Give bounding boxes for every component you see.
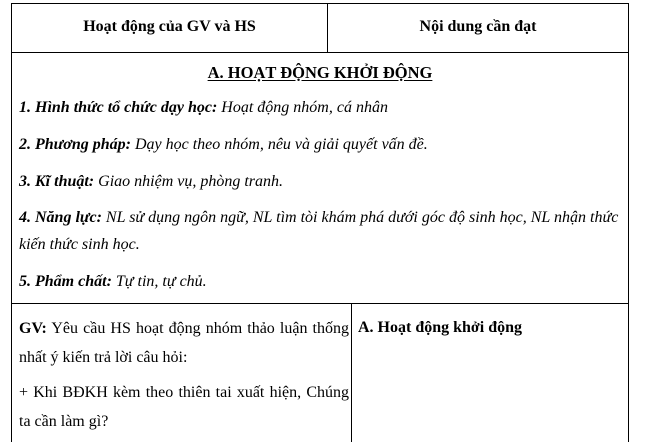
expected-content-title: A. Hoạt động khởi động <box>358 319 523 336</box>
table-border-right <box>628 3 629 442</box>
item-text: Dạy học theo nhóm, nêu và giải quyết vấn đề. <box>130 136 428 153</box>
item-technique <box>19 168 625 195</box>
gv-label: GV: <box>19 320 47 337</box>
item-text: NL sử dụng ngôn ngữ, NL tìm tòi khám phá dưới góc độ sinh học, NL nhận thức kiến thức sinh học. <box>19 209 619 253</box>
gv-instruction <box>19 314 349 372</box>
gv-instruction-text: Yêu cầu HS hoạt động nhóm thảo luận thống nhất ý kiến trả lời câu hỏi: <box>19 320 349 366</box>
item-label: 4. Năng lực: <box>19 209 102 226</box>
item-method <box>19 131 625 158</box>
item-text: Hoạt động nhóm, cá nhân <box>217 99 388 116</box>
item-text: Giao nhiệm vụ, phòng tranh. <box>94 173 284 190</box>
item-competency <box>19 204 619 258</box>
item-label: 2. Phương pháp: <box>19 136 131 153</box>
section-divider <box>11 303 629 304</box>
body-column-divider <box>351 303 352 442</box>
header-divider <box>11 52 629 53</box>
item-label: 3. Kĩ thuật: <box>19 173 95 190</box>
item-text: Tự tin, tự chủ. <box>111 273 207 290</box>
item-quality <box>19 268 625 295</box>
item-teaching-form <box>19 94 625 121</box>
discussion-question: + Khi BĐKH kèm theo thiên tai xuất hiện, Chúng ta cần làm gì? <box>19 384 349 430</box>
teacher-activity-cell <box>19 314 349 436</box>
table-border-top <box>11 3 629 4</box>
header-teacher-student-activity: Hoạt động của GV và HS <box>83 18 256 35</box>
item-label: 1. Hình thức tổ chức dạy học: <box>19 99 218 116</box>
section-title-text: A. HOẠT ĐỘNG KHỞI ĐỘNG <box>207 63 433 82</box>
item-label: 5. Phẩm chất: <box>19 273 112 290</box>
section-title <box>12 63 628 83</box>
header-expected-content: Nội dung cần đạt <box>419 18 537 35</box>
